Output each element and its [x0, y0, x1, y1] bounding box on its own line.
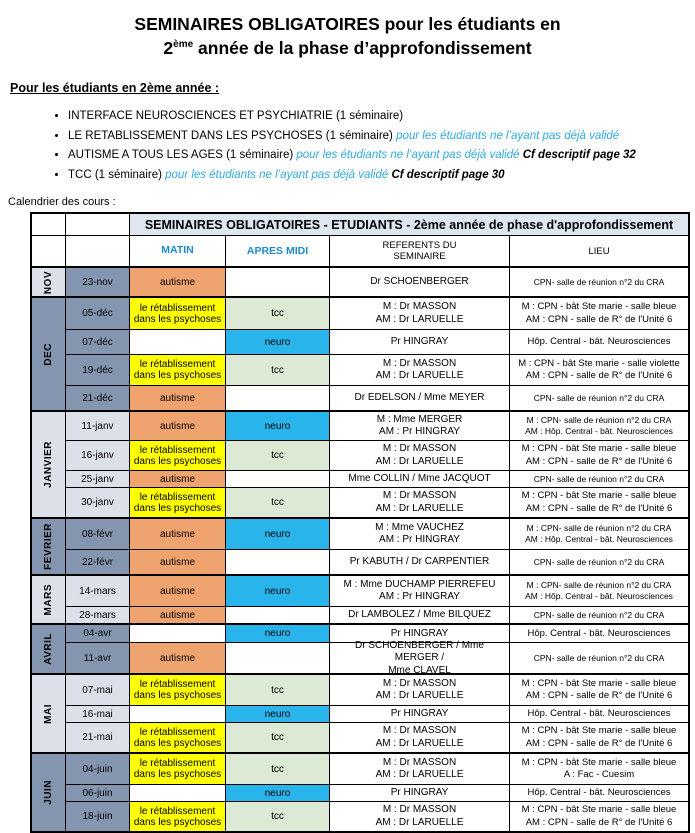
empty-corner-cell: [66, 214, 130, 235]
apres-midi-cell: neuro: [226, 519, 330, 549]
apres-midi-cell: [226, 386, 330, 410]
month-rows: [66, 412, 688, 517]
matin-cell: le rétablissement dans les psychoses: [130, 488, 226, 517]
date-cell: 16-janv: [66, 441, 130, 470]
lieu-line: M : CPN - bât Ste marie - salle bleue: [521, 490, 677, 502]
referent-line: AM : Dr LARUELLE: [375, 816, 464, 828]
month-label: [32, 675, 66, 752]
matin-cell: [130, 706, 226, 722]
seminar-bullet-list: [68, 109, 695, 183]
month-block-dec: [32, 296, 688, 410]
apres-midi-cell: [226, 268, 330, 296]
lieu-line: M : CPN - bât Ste marie - salle bleue: [521, 443, 677, 455]
empty-header-cell: [66, 236, 130, 266]
month-label: [32, 298, 66, 410]
lieu-line: Hôp. Central - bât. Neurosciences: [527, 708, 671, 720]
month-label-text: MARS: [43, 584, 54, 616]
referent-line: AM : Pr HINGRAY: [379, 426, 460, 438]
date-cell: 07-déc: [66, 330, 130, 354]
referent-line: AM : Dr LARUELLE: [375, 455, 464, 467]
referents-cell: [330, 639, 510, 676]
month-label: [32, 268, 66, 296]
column-header-lieu: LIEU: [588, 245, 610, 257]
matin-cell: le rétablissement dans les psychoses: [130, 298, 226, 329]
lieu-line: AM : CPN - salle de R° de l'Unité 6: [525, 737, 673, 749]
lieu-line: M : CPN - bât Ste marie - salle bleue: [521, 804, 677, 816]
referent-line: Pr HINGRAY: [390, 708, 449, 720]
lieu-line: CPN- salle de réunion n°2 du CRA: [533, 609, 665, 620]
lieu-line: AM : Hôp. Central - bât. Neurosciences: [525, 426, 673, 437]
lieu-cell: [510, 298, 688, 329]
matin-cell: autisme: [130, 550, 226, 574]
month-label-text: DEC: [43, 343, 54, 366]
matin-cell: autisme: [130, 576, 226, 606]
lieu-cell: [510, 754, 688, 784]
column-header-referents: REFERENTS DU SEMINAIRE: [330, 236, 510, 266]
apres-midi-cell: tcc: [226, 298, 330, 329]
matin-cell: autisme: [130, 268, 226, 296]
lieu-line: AM : CPN - salle de R° de l'Unité 6: [525, 455, 673, 467]
table-title-row: [32, 214, 688, 236]
referents-cell: [330, 386, 510, 410]
lieu-cell: [510, 441, 688, 470]
calendar-row: [66, 470, 688, 487]
apres-midi-cell: neuro: [226, 576, 330, 606]
referents-cell: [330, 754, 510, 784]
month-label-text: FEVRIER: [43, 523, 54, 571]
lieu-line: AM : CPN - salle de R° de l'Unité 6: [525, 502, 673, 514]
month-block-nov: [32, 266, 688, 296]
referents-cell: [330, 488, 510, 517]
calendar-row: [66, 487, 688, 517]
month-block-avril: [32, 623, 688, 676]
referent-line: Dr SCHOENBERGER / Mme MERGER /: [355, 639, 484, 664]
calendar-row: [66, 268, 688, 296]
referent-line: M : Dr MASSON: [382, 677, 457, 689]
calendar-row: [66, 298, 688, 329]
referent-line: M : Dr MASSON: [382, 357, 457, 369]
calendar-table: [30, 212, 690, 833]
date-cell: 04-juin: [66, 754, 130, 784]
calendar-row: [66, 705, 688, 722]
month-rows: [66, 754, 688, 831]
date-cell: 19-déc: [66, 355, 130, 385]
month-block-mai: [32, 673, 688, 752]
lieu-line: M : CPN - bât Ste marie - salle bleue: [521, 725, 677, 737]
matin-cell: le rétablissement dans les psychoses: [130, 754, 226, 784]
column-header-apres-midi: APRES MIDI: [226, 236, 330, 266]
calendar-row: [66, 549, 688, 574]
bullet-retablissement: • LE RETABLISSEMENT DANS LES PSYCHOSES (1 séminaire) pour les étudiants ne l’ayant pas déjà validé: [68, 129, 695, 145]
apres-midi-cell: [226, 471, 330, 487]
lieu-line: M : CPN- salle de réunion n°2 du CRA: [526, 580, 672, 591]
matin-cell: le rétablissement dans les psychoses: [130, 355, 226, 385]
lieu-cell: [510, 576, 688, 606]
date-cell: 07-mai: [66, 675, 130, 705]
date-cell: 14-mars: [66, 576, 130, 606]
calendar-row: [66, 801, 688, 831]
lieu-line: CPN- salle de réunion n°2 du CRA: [533, 473, 665, 484]
lieu-cell: [510, 519, 688, 549]
lieu-cell: [510, 607, 688, 623]
matin-cell: autisme: [130, 412, 226, 440]
apres-midi-cell: tcc: [226, 723, 330, 752]
referent-line: M : Dr MASSON: [382, 756, 457, 768]
referents-cell: [330, 268, 510, 296]
matin-cell: le rétablissement dans les psychoses: [130, 441, 226, 470]
lieu-line: M : CPN - bât Ste marie - salle bleue: [521, 756, 677, 768]
lieu-cell: [510, 330, 688, 354]
empty-corner-cell: [32, 214, 66, 235]
lieu-cell: [510, 675, 688, 705]
apres-midi-cell: tcc: [226, 675, 330, 705]
calendar-row: [66, 385, 688, 410]
referent-line: AM : Dr LARUELLE: [375, 769, 464, 781]
month-label-text: NOV: [43, 270, 54, 294]
month-label-text: MAI: [43, 703, 54, 724]
date-cell: 05-déc: [66, 298, 130, 329]
lieu-line: AM : CPN - salle de R° de l'Unité 6: [525, 816, 673, 828]
month-label-text: AVRIL: [43, 633, 54, 666]
month-label: [32, 576, 66, 623]
referents-cell: [330, 355, 510, 385]
apres-midi-cell: tcc: [226, 802, 330, 831]
referent-line: Mme COLLIN / Mme JACQUOT: [348, 473, 491, 485]
lieu-cell: [510, 550, 688, 574]
referent-line: Dr SCHOENBERGER: [370, 276, 469, 288]
table-title: SEMINAIRES OBLIGATOIRES - ETUDIANTS - 2ème année de phase d'approfondissement: [130, 214, 688, 235]
apres-midi-cell: neuro: [226, 625, 330, 642]
apres-midi-cell: neuro: [226, 412, 330, 440]
matin-cell: autisme: [130, 519, 226, 549]
apres-midi-cell: neuro: [226, 330, 330, 354]
referents-cell: [330, 607, 510, 623]
matin-cell: autisme: [130, 607, 226, 623]
date-cell: 11-avr: [66, 643, 130, 673]
referent-line: AM : Pr HINGRAY: [379, 534, 460, 546]
page-title-line1: SEMINAIRES OBLIGATOIRES pour les étudiants en: [134, 14, 561, 34]
referents-cell: [330, 785, 510, 801]
lieu-line: Hôp. Central - bât. Neurosciences: [527, 336, 671, 348]
date-cell: 11-janv: [66, 412, 130, 440]
lieu-line: A : Fac - Cuesim: [563, 769, 635, 781]
lieu-cell: [510, 785, 688, 801]
calendar-label: Calendrier des cours :: [8, 196, 116, 209]
date-cell: 28-mars: [66, 607, 130, 623]
matin-cell: autisme: [130, 643, 226, 673]
matin-cell: le rétablissement dans les psychoses: [130, 802, 226, 831]
matin-cell: le rétablissement dans les psychoses: [130, 723, 226, 752]
month-rows: [66, 519, 688, 574]
intro-heading: Pour les étudiants en 2ème année :: [10, 81, 220, 96]
matin-cell: [130, 330, 226, 354]
date-cell: 16-mai: [66, 706, 130, 722]
referent-line: AM : Dr LARUELLE: [375, 502, 464, 514]
referent-line: M : Mme DUCHAMP PIERREFEU: [343, 578, 496, 590]
referents-cell: [330, 412, 510, 440]
lieu-cell: [510, 268, 688, 296]
date-cell: 25-janv: [66, 471, 130, 487]
calendar-row: [66, 754, 688, 784]
lieu-line: CPN- salle de réunion n°2 du CRA: [533, 276, 665, 287]
matin-cell: le rétablissement dans les psychoses: [130, 675, 226, 705]
calendar-table-body: [32, 266, 688, 831]
referent-line: Pr HINGRAY: [390, 336, 449, 348]
calendar-row: [66, 606, 688, 623]
apres-midi-cell: tcc: [226, 754, 330, 784]
referents-cell: [330, 576, 510, 606]
referent-line: M : Dr MASSON: [382, 804, 457, 816]
date-cell: 22-févr: [66, 550, 130, 574]
matin-cell: autisme: [130, 386, 226, 410]
apres-midi-cell: [226, 643, 330, 673]
apres-midi-cell: neuro: [226, 706, 330, 722]
month-label: [32, 625, 66, 673]
month-rows: [66, 298, 688, 410]
referent-line: Pr HINGRAY: [390, 787, 449, 799]
referents-cell: [330, 471, 510, 487]
referent-line: M : Dr MASSON: [382, 490, 457, 502]
apres-midi-cell: [226, 607, 330, 623]
calendar-row: [66, 519, 688, 549]
lieu-line: M : CPN - bât Ste marie - salle violette: [518, 357, 680, 369]
calendar-row: [66, 784, 688, 801]
apres-midi-cell: neuro: [226, 785, 330, 801]
apres-midi-cell: tcc: [226, 355, 330, 385]
lieu-line: AM : CPN - salle de R° de l'Unité 6: [525, 370, 673, 382]
date-cell: 04-avr: [66, 625, 130, 642]
page-title-line2: 2ème année de la phase d’approfondissement: [163, 37, 532, 58]
page-title: [0, 13, 695, 60]
month-block-juin: [32, 752, 688, 831]
date-cell: 30-janv: [66, 488, 130, 517]
referents-cell: [330, 675, 510, 705]
calendar-row: [66, 440, 688, 470]
lieu-line: M : CPN - bât Ste marie - salle bleue: [521, 301, 677, 313]
calendar-row: [66, 639, 688, 676]
lieu-line: M : CPN- salle de réunion n°2 du CRA: [526, 415, 672, 426]
lieu-cell: [510, 355, 688, 385]
column-header-matin: MATIN: [130, 236, 226, 266]
month-label-text: JANVIER: [43, 441, 54, 489]
referents-cell: [330, 550, 510, 574]
referents-cell: [330, 519, 510, 549]
lieu-cell: [510, 723, 688, 752]
calendar-row: [66, 354, 688, 385]
calendar-row: [66, 722, 688, 752]
lieu-line: AM : Hôp. Central - bât. Neurosciences: [525, 591, 673, 602]
lieu-cell: [510, 625, 688, 642]
lieu-line: M : CPN- salle de réunion n°2 du CRA: [526, 523, 672, 534]
date-cell: 21-mai: [66, 723, 130, 752]
referents-cell: [330, 723, 510, 752]
month-label: [32, 519, 66, 574]
month-block-janvier: [32, 410, 688, 517]
referents-cell: [330, 802, 510, 831]
referent-line: Pr KABUTH / Dr CARPENTIER: [349, 556, 490, 568]
month-label: [32, 754, 66, 831]
apres-midi-cell: tcc: [226, 441, 330, 470]
month-block-fevrier: [32, 517, 688, 574]
table-header-row: [32, 236, 688, 266]
referent-line: Dr EDELSON / Mme MEYER: [354, 392, 485, 404]
referents-cell: [330, 298, 510, 329]
lieu-cell: [510, 488, 688, 517]
referent-line: AM : Dr LARUELLE: [375, 737, 464, 749]
referent-line: AM : Dr LARUELLE: [375, 370, 464, 382]
calendar-row: [66, 675, 688, 705]
date-cell: 06-juin: [66, 785, 130, 801]
lieu-line: AM : CPN - salle de R° de l'Unité 6: [525, 690, 673, 702]
referent-line: M : Mme MERGER: [376, 413, 463, 425]
month-label-text: JUIN: [43, 780, 54, 806]
referent-line: AM : Dr LARUELLE: [375, 690, 464, 702]
empty-header-cell: [32, 236, 66, 266]
referent-line: M : Dr MASSON: [382, 725, 457, 737]
date-cell: 18-juin: [66, 802, 130, 831]
lieu-line: AM : CPN - salle de R° de l'Unité 6: [525, 313, 673, 325]
month-rows: [66, 625, 688, 676]
apres-midi-cell: [226, 550, 330, 574]
referents-cell: [330, 706, 510, 722]
referent-line: Dr LAMBOLEZ / Mme BILQUEZ: [348, 609, 491, 621]
matin-cell: [130, 625, 226, 642]
date-cell: 23-nov: [66, 268, 130, 296]
matin-cell: [130, 785, 226, 801]
referent-line: M : Dr MASSON: [382, 301, 457, 313]
date-cell: 08-févr: [66, 519, 130, 549]
referents-cell: [330, 330, 510, 354]
referent-line: M : Dr MASSON: [382, 443, 457, 455]
lieu-cell: [510, 412, 688, 440]
bullet-interface-neurosciences: • INTERFACE NEUROSCIENCES ET PSYCHIATRIE (1 séminaire): [68, 109, 695, 125]
lieu-line: M : CPN - bât Ste marie - salle bleue: [521, 677, 677, 689]
lieu-line: Hôp. Central - bât. Neurosciences: [527, 787, 671, 799]
date-cell: 21-déc: [66, 386, 130, 410]
calendar-row: [66, 576, 688, 606]
referent-line: AM : Dr LARUELLE: [375, 313, 464, 325]
month-label: [32, 412, 66, 517]
referent-line: M : Mme VAUCHEZ: [375, 521, 464, 533]
lieu-line: Hôp. Central - bât. Neurosciences: [527, 627, 671, 639]
lieu-cell: [510, 706, 688, 722]
referent-line: Pr HINGRAY: [390, 627, 449, 639]
month-block-mars: [32, 574, 688, 623]
referent-line: Mme CLAVEL: [388, 664, 451, 676]
bullet-autisme: • AUTISME A TOUS LES AGES (1 séminaire) pour les étudiants ne l’ayant pas déjà validé Cf descriptif page 32: [68, 148, 695, 164]
lieu-cell: [510, 471, 688, 487]
lieu-line: CPN- salle de réunion n°2 du CRA: [533, 392, 665, 403]
bullet-tcc: • TCC (1 séminaire) pour les étudiants ne l’ayant pas déjà validé Cf descriptif page 30: [68, 168, 695, 184]
month-rows: [66, 576, 688, 623]
month-rows: [66, 675, 688, 752]
lieu-line: CPN- salle de réunion n°2 du CRA: [533, 556, 665, 567]
calendar-row: [66, 412, 688, 440]
lieu-line: CPN- salle de réunion n°2 du CRA: [533, 652, 665, 663]
lieu-cell: [510, 802, 688, 831]
referent-line: AM : Pr HINGRAY: [379, 591, 460, 603]
lieu-line: AM : Hôp. Central - bât. Neurosciences: [525, 534, 673, 545]
lieu-cell: [510, 386, 688, 410]
lieu-cell: [510, 643, 688, 673]
apres-midi-cell: tcc: [226, 488, 330, 517]
month-rows: [66, 268, 688, 296]
matin-cell: autisme: [130, 471, 226, 487]
calendar-row: [66, 329, 688, 354]
referents-cell: [330, 441, 510, 470]
